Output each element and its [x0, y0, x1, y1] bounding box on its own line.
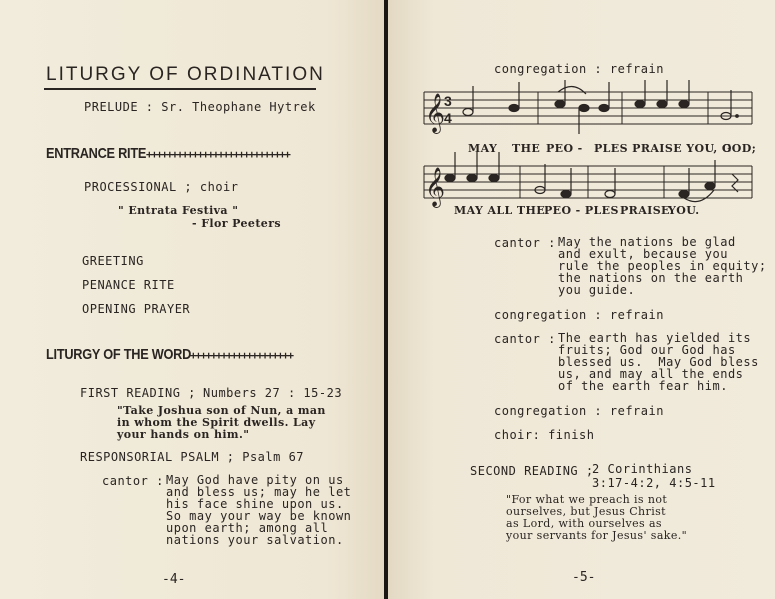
lyric-2: THE	[512, 142, 541, 155]
refrain-heading: congregation : refrain	[494, 62, 664, 76]
processional-composer: - Flor Peeters	[192, 217, 281, 230]
refrain-3: congregation : refrain	[494, 404, 664, 418]
cantor-label: cantor :	[102, 474, 164, 488]
page-title: LITURGY OF ORDINATION	[46, 64, 325, 85]
cantor2-label: cantor :	[494, 332, 556, 346]
page-number-right: -5-	[572, 570, 596, 585]
second-reading-ref-2: 3:17-4:2, 4:5-11	[592, 476, 716, 490]
first-reading-quote: "Take Joshua son of Nun, a man in whom the Spirit dwells. Lay your hands on him."	[117, 404, 326, 441]
right-page	[388, 0, 775, 599]
left-page	[0, 0, 384, 599]
cantor1-label: cantor :	[494, 236, 556, 250]
lyric-6: MAY ALL THE	[454, 204, 546, 217]
cantor1-text: May the nations be glad and exult, because you rule the peoples in equity; the nations on the earth you guide.	[558, 235, 767, 297]
page-number-left: -4-	[162, 572, 186, 587]
lyric-8: PRAISE	[620, 204, 670, 217]
treble-clef-icon: 𝄞	[425, 168, 446, 206]
lyric-5: GOD;	[722, 142, 757, 155]
second-reading-ref-1: 2 Corinthians	[592, 462, 693, 476]
second-reading-label: SECOND READING ;	[470, 464, 594, 478]
liturgy-of-word-rule: ++++++++++++++++++++	[190, 349, 293, 362]
time-signature-top: 3	[444, 93, 452, 109]
cantor-text: May God have pity on us and bless us; may he let his face shine upon us. So may your way be known upon earth; among all nations your salvation.	[166, 473, 352, 547]
lyric-4: PLES PRAISE YOU, O	[594, 142, 732, 155]
lyric-3: PEO -	[546, 142, 583, 155]
lyric-7: PEO - PLES	[544, 204, 619, 217]
first-reading-ref: Numbers 27 : 15-23	[203, 386, 343, 400]
greeting: GREETING	[82, 254, 144, 268]
processional-line: PROCESSIONAL ; choir	[84, 180, 239, 194]
entrance-rite-heading: ENTRANCE RITE	[46, 145, 147, 162]
prelude-line: PRELUDE : Sr. Theophane Hytrek	[84, 100, 316, 114]
opening-prayer: OPENING PRAYER	[82, 302, 191, 316]
cantor2-text: The earth has yielded its fruits; God our God has blessed us. May God bless us, and may all the ends of the earth fear him.	[558, 331, 759, 393]
title-underline	[44, 88, 316, 90]
processional-piece: " Entrata Festiva "	[118, 204, 239, 217]
choir-finish: choir: finish	[494, 428, 595, 442]
first-reading-label: FIRST READING ;	[80, 386, 196, 400]
lyric-1: MAY	[468, 142, 498, 155]
entrance-rite-rule: ++++++++++++++++++++++++++++	[146, 148, 290, 161]
lyric-9: YOU.	[668, 204, 700, 217]
second-reading-quote: "For what we preach is not ourselves, but Jesus Christ as Lord, with ourselves as your servants for Jesus' sake."	[506, 493, 688, 542]
refrain-2: congregation : refrain	[494, 308, 664, 322]
penance-rite: PENANCE RITE	[82, 278, 175, 292]
treble-clef-icon: 𝄞	[425, 94, 446, 132]
liturgy-of-word-heading: LITURGY OF THE WORD	[46, 346, 192, 363]
time-signature-bottom: 4	[444, 110, 452, 126]
psalm-label: RESPONSORIAL PSALM ; Psalm 67	[80, 450, 305, 464]
